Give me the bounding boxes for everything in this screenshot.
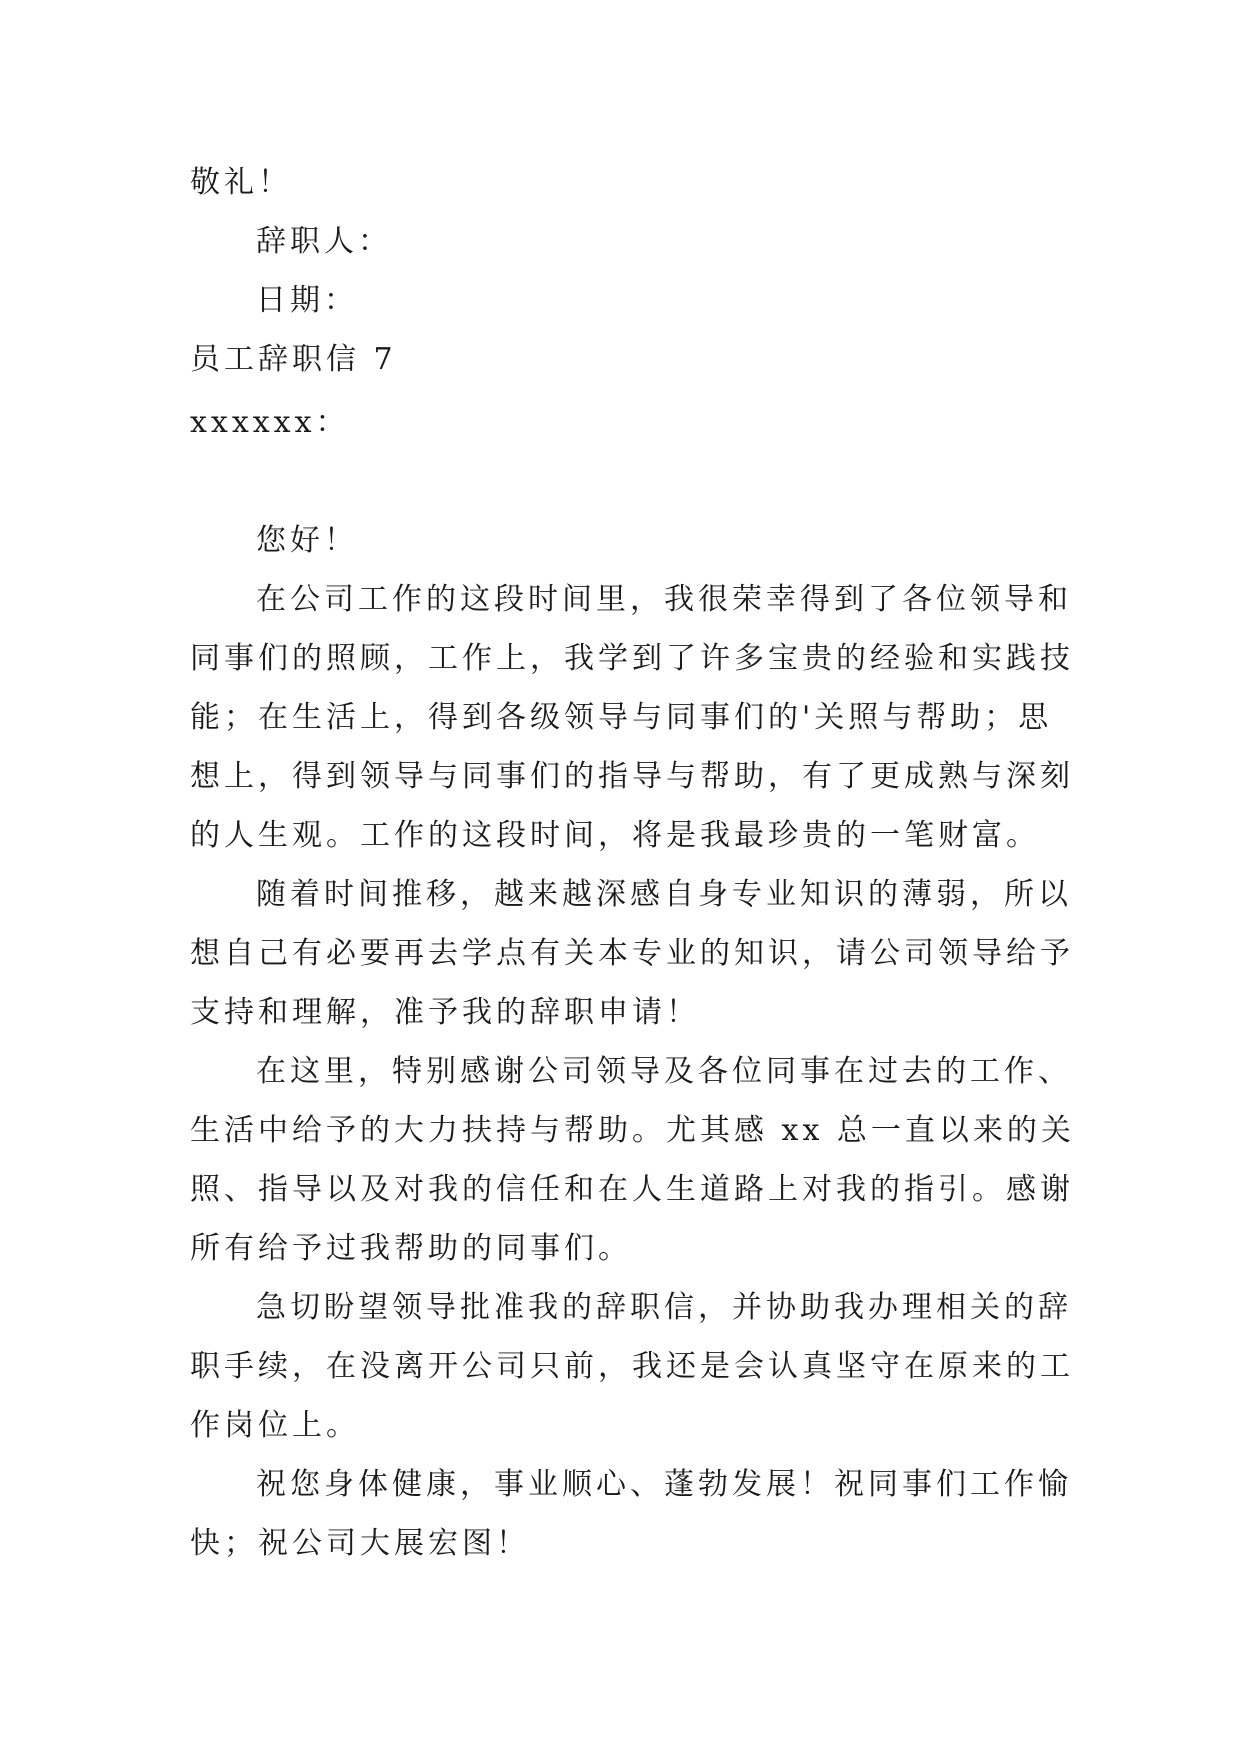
body-line: 支持和理解，准予我的辞职申请！ xyxy=(190,995,700,1030)
body-line: 想上，得到领导与同事们的指导与帮助，有了更成熟与深刻 xyxy=(190,759,1074,794)
body-line: 同事们的照顾，工作上，我学到了许多宝贵的经验和实践技 xyxy=(190,641,1074,676)
body-line: 生活中给予的大力扶持与帮助。尤其感 xx 总一直以来的关 xyxy=(190,1113,1075,1148)
closing-salute: 敬礼！ xyxy=(190,165,292,200)
body-line: 的人生观。工作的这段时间，将是我最珍贵的一笔财富。 xyxy=(190,818,1040,853)
body-line: 照、指导以及对我的信任和在人生道路上对我的指引。感谢 xyxy=(190,1172,1074,1207)
signature-label: 辞职人： xyxy=(256,224,392,259)
body-line: 在公司工作的这段时间里，我很荣幸得到了各位领导和 xyxy=(256,582,1072,617)
body-line: 在这里，特别感谢公司领导及各位同事在过去的工作、 xyxy=(256,1054,1072,1089)
body-line: 快；祝公司大展宏图！ xyxy=(190,1526,530,1561)
letter-title: 员工辞职信 7 xyxy=(190,342,397,377)
body-line: 祝您身体健康，事业顺心、蓬勃发展！祝同事们工作愉 xyxy=(256,1467,1072,1502)
body-line: 急切盼望领导批准我的辞职信，并协助我办理相关的辞 xyxy=(256,1290,1072,1325)
body-line: 想自己有必要再去学点有关本专业的知识，请公司领导给予 xyxy=(190,936,1074,971)
greeting: 您好！ xyxy=(256,523,358,558)
body-line: 随着时间推移，越来越深感自身专业知识的薄弱，所以 xyxy=(256,877,1072,912)
body-line: 能；在生活上，得到各级领导与同事们的'关照与帮助；思 xyxy=(190,700,1053,735)
body-line: 所有给予过我帮助的同事们。 xyxy=(190,1231,632,1266)
date-label: 日期： xyxy=(256,283,358,318)
body-line: 作岗位上。 xyxy=(190,1408,360,1443)
body-line: 职手续，在没离开公司只前，我还是会认真坚守在原来的工 xyxy=(190,1349,1074,1384)
recipient: xxxxxx： xyxy=(190,405,350,440)
